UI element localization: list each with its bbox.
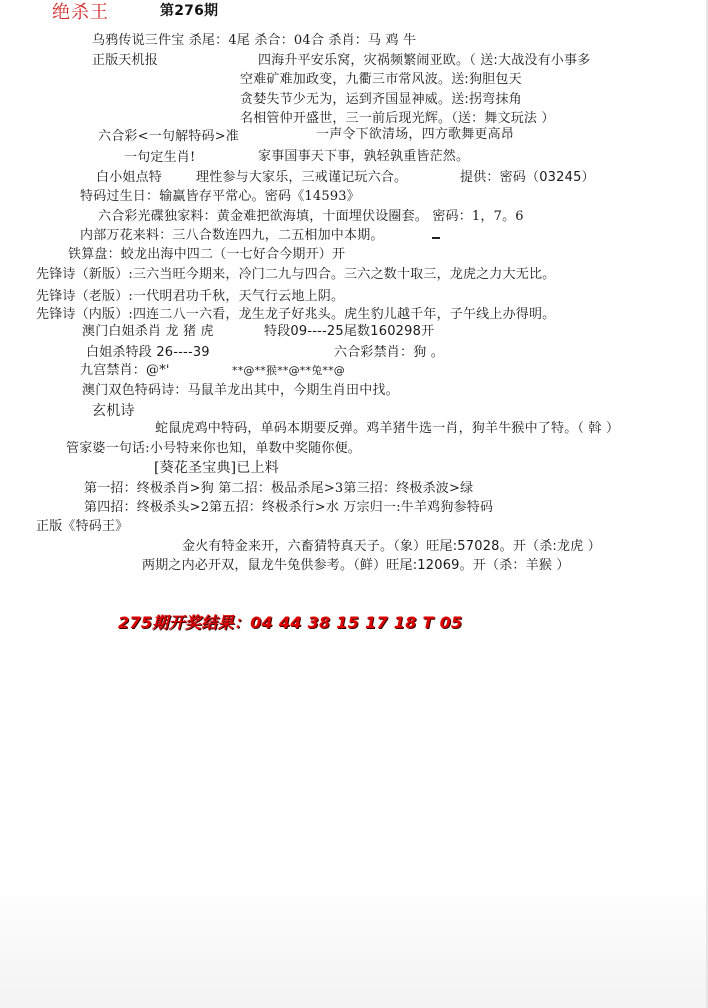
- ink-mark: [432, 237, 440, 239]
- line-nine-palace: 九宫禁肖：@*': [80, 363, 170, 378]
- line-special-king-1: 金火有特金来开，六畜猜特真天子。（象）旺尾:57028。开（杀:龙虎 ）: [182, 539, 601, 554]
- line-birthday: 特码过生日：输赢皆存平常心。密码《14593》: [80, 189, 360, 204]
- bottom-fade: [0, 878, 708, 1008]
- line-miss-white-code: 提供：密码（03245）: [460, 170, 595, 185]
- line-miss-white-title: 白小姐点特: [96, 170, 163, 185]
- line-miss-white-text: 理性参与大家乐，三戒谨记玩六合。: [196, 170, 408, 185]
- line-macau-kill: 澳门白姐杀肖 龙 猪 虎: [82, 324, 214, 339]
- line-one-sentence-text: 一声令下欲清场，四方歌舞更高昂: [316, 127, 515, 142]
- line-kill-range: 白姐杀特段 26----39: [86, 345, 210, 360]
- line-tianji-3: 贪婪失节少无为，运到齐国显神威。送:拐弯抹角: [240, 92, 522, 107]
- line-tianji-1: 四海升平安乐窝，灾祸频繁闹亚欧。（ 送:大战没有小事多: [258, 53, 591, 68]
- title-logo: 绝杀王: [52, 2, 109, 23]
- line-housekeeper: 管家婆一句话:小号特来你也知，单数中奖随你便。: [66, 441, 361, 456]
- line-crow-legend: 乌鸦传说三件宝 杀尾：4尾 杀合：04合 杀肖：马 鸡 牛: [92, 33, 417, 48]
- issue-number: 第276期: [160, 3, 219, 19]
- line-macau-poem: 澳门双色特码诗：马鼠羊龙出其中，今期生肖田中找。: [82, 383, 399, 398]
- draw-result: 275期开奖结果：04 44 38 15 17 18 T 05: [118, 613, 463, 632]
- line-move-one: 第一招：终极杀肖>狗 第二招：极品杀尾>3第三招：终极杀波>绿: [84, 481, 474, 496]
- line-tianji-title: 正版天机报: [92, 53, 159, 68]
- line-vanguard-new: 先锋诗（新版）:三六当旺今期来，冷门二九与四合。三六之数十取三，龙虎之力大无比。: [36, 267, 556, 282]
- line-zodiac-title: 一句定生肖!: [124, 150, 196, 165]
- line-special-king-title: 正版《特码王》: [36, 519, 129, 534]
- line-special-king-2: 两期之内必开双，鼠龙牛兔供参考。（鲜）旺尾:12069。开（杀：羊猴 ）: [142, 558, 570, 573]
- line-tianji-4: 名相管仲开盛世，三一前后现光辉。（送：舞文玩法 ）: [240, 111, 555, 126]
- line-special-range: 特段09----25尾数160298开: [264, 324, 435, 339]
- line-disc-material: 六合彩光碟独家料：黄金难把欲海填，十面埋伏设圈套。 密码：1，7。6: [98, 209, 524, 224]
- line-vanguard-inner: 先锋诗（内版）:四连二八一六看，龙生龙子好兆头。虎生豹儿越千年，子午线上办得明。: [36, 307, 556, 322]
- line-iron-abacus: 铁算盘：蛟龙出海中四二（一七好合今期开）开: [68, 247, 346, 262]
- line-tianji-2: 空难矿难加政变，九衢三市常风波。送:狗胆包天: [240, 72, 522, 87]
- line-vanguard-old: 先锋诗（老版）:一代明君功千秋，天气行云地上阴。: [36, 289, 345, 304]
- line-move-four: 第四招：终极杀头>2第五招：终极杀行>水 万宗归一:牛羊鸡狗参特码: [84, 500, 494, 515]
- line-zodiac-text: 家事国事天下事，孰轻孰重皆茫然。: [258, 149, 470, 164]
- line-forbidden-zodiac: 六合彩禁肖：狗 。: [334, 345, 444, 360]
- line-sunflower-title: [葵花圣宝典]已上料: [154, 460, 279, 476]
- line-mystic-poem: 蛇鼠虎鸡中特码，单码本期要反弹。鸡羊猪牛选一肖，狗羊牛猴中了特。（ 斡 ）: [155, 421, 620, 436]
- line-one-sentence-title: 六合彩<一句解特码>准: [98, 129, 239, 144]
- line-mystic-poem-title: 玄机诗: [92, 403, 135, 419]
- line-nine-palace-symbols: **@**猴**@**兔**@: [232, 364, 345, 377]
- line-inner-flowers: 内部万花来料：三八合数连四九，二五相加中本期。: [80, 228, 384, 243]
